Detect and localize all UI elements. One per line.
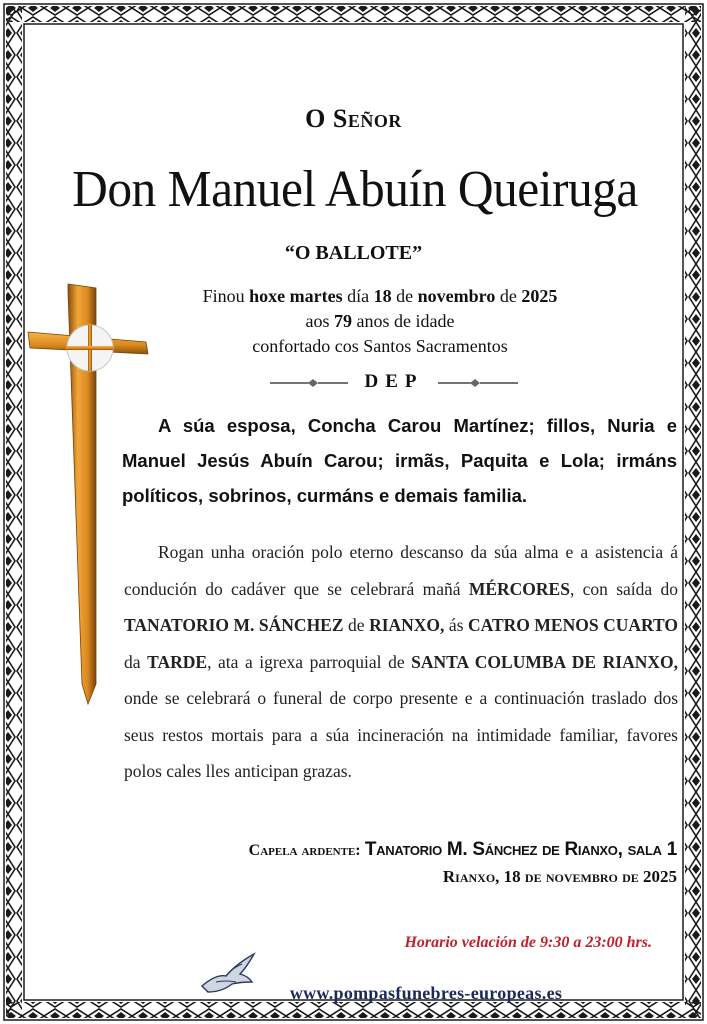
wake-hours: Horario velación de 9:30 a 23:00 hrs.: [404, 934, 652, 951]
age-line: aos 79 anos de idade: [305, 311, 455, 331]
place-date: Rianxo, 18 de novembro de 2025: [442, 867, 677, 886]
sacraments-line: confortado cos Santos Sacramentos: [252, 336, 508, 356]
chapel-line: [130, 839, 677, 861]
honorific: O Señor: [305, 104, 402, 133]
death-date-line: Finou hoxe martes día 18 de novembro de 2025: [202, 286, 558, 306]
nickname: “O BALLOTE”: [284, 242, 423, 264]
deceased-name: Don Manuel Abuín Queiruga: [72, 161, 638, 218]
funeral-details-paragraph: Rogan unha oración polo eterno descanso da súa alma e a asistencia á condución do cadáver que se celebrará mañá MÉRCORES, con saída do TANATORIO M. SÁNCHEZ de RIANXO, ás CATRO MENOS CUARTO da TARDE, ata a igrexa parroquial de SANTA COLUMBA DE RIANXO, onde se celebrará o funeral de corpo presente e a continuación traslado dos seus restos mortais para a súa incineración na intimidade familiar, favores polos cales lles anticipan grazas.: [124, 542, 678, 781]
dep-divider: [270, 371, 530, 395]
family-paragraph: A súa esposa, Concha Carou Martínez; fillos, Nuria e Manuel Jesús Abuín Carou; irmãs, Paquita e Lola; irmáns políticos, sobrinos, curmáns e demais familia.: [122, 415, 677, 506]
dep-label: DEP: [364, 371, 424, 392]
chapel-label: Capela ardente:: [248, 842, 361, 859]
website-link[interactable]: www.pompasfunebres-europeas.es: [289, 983, 563, 1003]
chapel-value: Tanatorio M. Sánchez de Rianxo, sala 1: [364, 839, 677, 860]
